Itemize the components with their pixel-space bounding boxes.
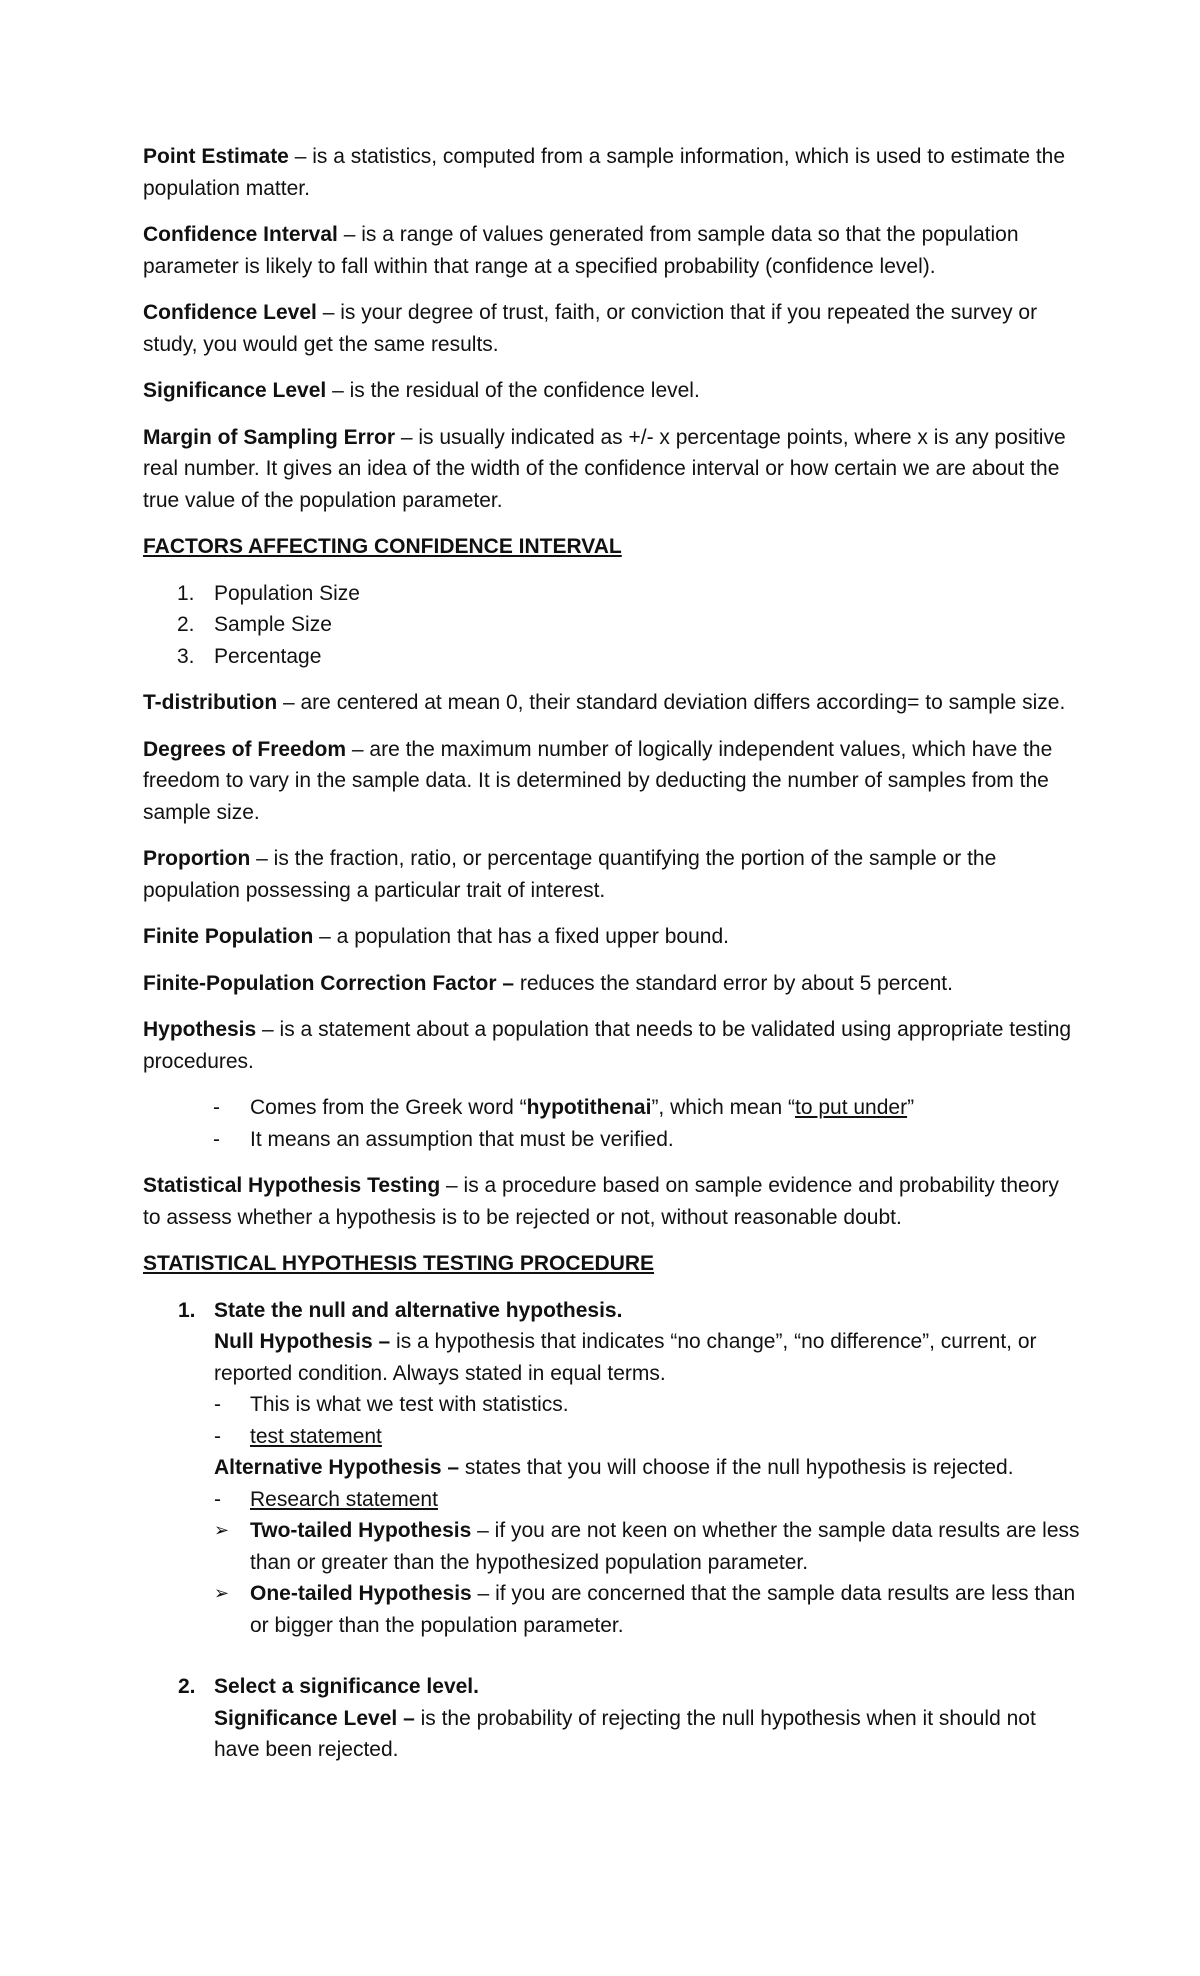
definition-term: Confidence Level [143, 301, 317, 324]
definition-text: – are the maximum number of logically independent values, which have the freedom to vary in the sample data. It is determined by deducting the number of samples from the sample size. [143, 737, 1053, 824]
definition-text: reduces the standard error by about 5 percent. [514, 971, 953, 995]
definition-term: Proportion [143, 847, 251, 870]
procedure-step-1 [143, 1295, 1080, 1642]
step-number: 2. [178, 1675, 196, 1698]
note-text: It means an assumption that must be verified. [250, 1127, 674, 1151]
definition-text: – is the fraction, ratio, or percentage quantifying the portion of the sample or the population possessing a particular trait of interest. [143, 847, 997, 902]
definition-text: – is a range of values generated from sample data so that the population parameter is likely to fall within that range at a specified probability (confidence level). [143, 223, 1019, 278]
definition-text: – is your degree of trust, faith, or conviction that if you repeated the survey or study, you would get the same results. [143, 301, 1038, 356]
arrow-bullet-icon: ➢ [214, 1520, 230, 1540]
definition-finite-population [143, 921, 1080, 953]
list-item-label: Percentage [214, 644, 322, 668]
list-number: 2. [177, 613, 195, 636]
list-item-label: Population Size [214, 581, 360, 605]
definition-text: – is a procedure based on sample evidence and probability theory to assess whether a hypothesis is to be rejected or not, without reasonable doubt. [143, 1174, 1059, 1229]
definition-significance-level [143, 375, 1080, 407]
definition-margin-of-error [143, 422, 1080, 517]
note-text: This is what we test with statistics. [250, 1393, 569, 1416]
definition-text: is a hypothesis that indicates “no change”, “no difference”, current, or reported condition. Always stated in equal terms. [214, 1330, 1037, 1385]
list-item [214, 1484, 1080, 1516]
definition-term: Significance Level – [214, 1706, 415, 1730]
definition-text: – a population that has a fixed upper bound. [313, 925, 729, 948]
definition-text: – is a statistics, computed from a sample information, which is used to estimate the population matter. [143, 145, 1066, 200]
list-item [214, 1578, 1080, 1641]
definition-proportion [143, 843, 1080, 906]
alternative-hypothesis-definition [214, 1452, 1080, 1484]
definition-term: One-tailed Hypothesis [250, 1582, 472, 1605]
definition-text: – if you are not keen on whether the sample data results are less than or greater than the hypothesized population parameter. [250, 1519, 1080, 1574]
null-hypothesis-notes [214, 1389, 1080, 1452]
note-text: Comes from the Greek word “ [250, 1096, 527, 1119]
hypothesis-notes [143, 1092, 1080, 1155]
definition-term: Alternative Hypothesis – [214, 1456, 460, 1479]
meaning-text: to put under [794, 1096, 908, 1119]
definition-term: Hypothesis [143, 1018, 257, 1041]
step-number: 1. [178, 1298, 196, 1322]
dash-marker: - [214, 1424, 221, 1448]
factors-heading: FACTORS AFFECTING CONFIDENCE INTERVAL [143, 535, 622, 558]
step-title: Select a significance level. [214, 1675, 479, 1698]
definition-text: – is a statement about a population that needs to be validated using appropriate testing procedures. [143, 1018, 1072, 1073]
arrow-bullet-icon: ➢ [214, 1583, 230, 1603]
dash-marker: - [214, 1487, 221, 1511]
list-item [213, 1124, 1080, 1156]
definition-term: Finite-Population Correction Factor – [143, 971, 515, 995]
significance-level-definition [214, 1703, 1080, 1766]
list-item-label: Sample Size [214, 613, 332, 636]
definition-confidence-level [143, 297, 1080, 360]
definition-text: – are centered at mean 0, their standard deviation differs according= to sample size. [277, 691, 1066, 714]
definition-term: Significance Level [143, 379, 327, 402]
list-number: 1. [177, 581, 195, 605]
definition-confidence-interval [143, 219, 1080, 282]
alternative-hypothesis-notes [214, 1484, 1080, 1642]
procedure-heading: STATISTICAL HYPOTHESIS TESTING PROCEDURE [143, 1252, 655, 1275]
step-title: State the null and alternative hypothesis. [214, 1298, 623, 1322]
dash-marker: - [213, 1096, 220, 1119]
dash-marker: - [213, 1127, 220, 1151]
definition-hypothesis [143, 1014, 1080, 1077]
note-text: ”, which mean “ [651, 1096, 795, 1119]
procedure-step-2 [143, 1671, 1080, 1766]
factors-list [143, 578, 1080, 673]
list-item [177, 578, 1080, 610]
list-item [214, 1389, 1080, 1421]
definition-degrees-of-freedom [143, 734, 1080, 829]
definition-text: – is the residual of the confidence level. [326, 379, 700, 402]
definition-term: Margin of Sampling Error [143, 425, 396, 449]
definition-term: Finite Population [143, 925, 314, 948]
list-item [214, 1421, 1080, 1453]
null-hypothesis-definition [214, 1326, 1080, 1389]
definition-t-distribution [143, 687, 1080, 719]
definition-text: – is usually indicated as +/- x percentage points, where x is any positive real number. It gives an idea of the width of the confidence interval or how certain we are about the true value of the population parameter. [143, 425, 1066, 512]
list-item [213, 1092, 1080, 1124]
definition-text: is the probability of rejecting the null hypothesis when it should not have been rejected. [214, 1706, 1036, 1761]
note-text: ” [907, 1096, 915, 1119]
definition-text: – if you are concerned that the sample data results are less than or bigger than the population parameter. [250, 1582, 1076, 1637]
note-text: Research statement [250, 1487, 438, 1511]
definition-term: Null Hypothesis – [214, 1330, 391, 1353]
note-text: test statement [250, 1424, 382, 1448]
definition-term: T-distribution [143, 691, 278, 714]
definition-text: states that you will choose if the null hypothesis is rejected. [459, 1456, 1014, 1479]
list-number: 3. [177, 644, 195, 668]
definition-fpc-factor [143, 968, 1080, 1000]
definition-point-estimate [143, 141, 1080, 204]
greek-word: hypotithenai [526, 1096, 652, 1119]
definition-statistical-hypothesis-testing [143, 1170, 1080, 1233]
definition-term: Degrees of Freedom [143, 737, 347, 761]
list-item [214, 1515, 1080, 1578]
list-item [177, 609, 1080, 641]
definition-term: Point Estimate [143, 145, 289, 168]
dash-marker: - [214, 1393, 221, 1416]
definition-term: Two-tailed Hypothesis [250, 1519, 472, 1542]
list-item [177, 641, 1080, 673]
definition-term: Statistical Hypothesis Testing [143, 1174, 441, 1197]
definition-term: Confidence Interval [143, 223, 338, 246]
